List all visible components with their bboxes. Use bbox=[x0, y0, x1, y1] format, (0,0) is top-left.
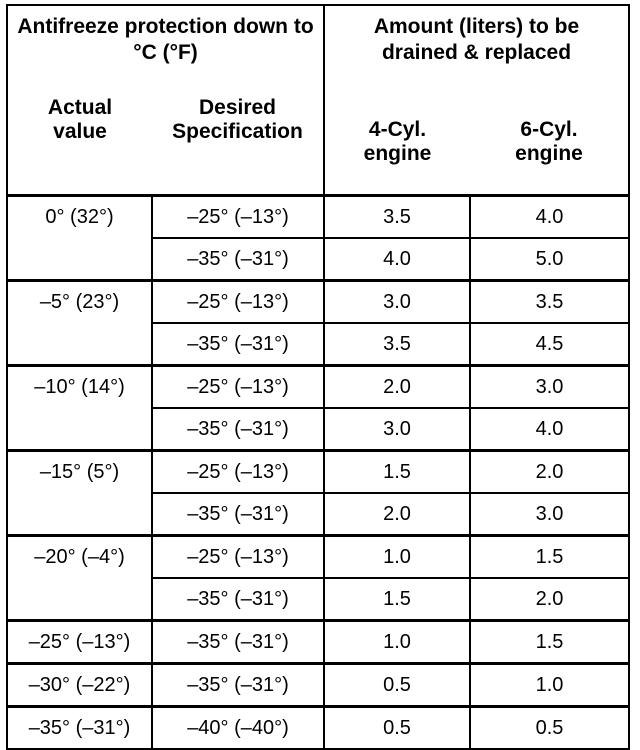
four-cyl-value: 2.0 bbox=[324, 493, 470, 536]
desired-spec-cell: –25° (–13°) bbox=[152, 366, 324, 409]
four-cyl-value: 3.5 bbox=[324, 196, 470, 239]
six-cyl-value: 4.0 bbox=[470, 196, 629, 239]
actual-value-cell: –10° (14°) bbox=[7, 366, 152, 451]
six-cyl-value: 3.0 bbox=[470, 493, 629, 536]
four-cyl-header: 4-Cyl. engine bbox=[363, 118, 432, 165]
actual-value-cell: 0° (32°) bbox=[7, 196, 152, 281]
protection-header: Antifreeze protection down to °C (°F) bbox=[7, 5, 324, 90]
desired-spec-cell: –35° (–31°) bbox=[152, 238, 324, 281]
header-row-top bbox=[7, 5, 629, 90]
six-cyl-value: 3.0 bbox=[470, 366, 629, 409]
actual-value-cell: –5° (23°) bbox=[7, 281, 152, 366]
four-cyl-value: 1.0 bbox=[324, 621, 470, 664]
six-cyl-value: 4.5 bbox=[470, 323, 629, 366]
four-cyl-value: 2.0 bbox=[324, 366, 470, 409]
four-cyl-value: 3.0 bbox=[324, 408, 470, 451]
desired-spec-cell: –25° (–13°) bbox=[152, 451, 324, 494]
desired-spec-cell: –40° (–40°) bbox=[152, 707, 324, 750]
actual-value-header: Actual value bbox=[7, 90, 152, 196]
four-cyl-value: 0.5 bbox=[324, 664, 470, 707]
desired-spec-cell: –35° (–31°) bbox=[152, 664, 324, 707]
desired-spec-cell: –25° (–13°) bbox=[152, 196, 324, 239]
six-cyl-value: 0.5 bbox=[470, 707, 629, 750]
six-cyl-value: 1.0 bbox=[470, 664, 629, 707]
antifreeze-table-container bbox=[6, 4, 634, 742]
table-row bbox=[7, 451, 629, 494]
desired-spec-header: Desired Specification bbox=[152, 90, 324, 196]
four-cyl-value: 1.0 bbox=[324, 536, 470, 579]
six-cyl-value: 1.5 bbox=[470, 621, 629, 664]
desired-spec-cell: –25° (–13°) bbox=[152, 281, 324, 324]
four-cyl-value: 3.5 bbox=[324, 323, 470, 366]
four-cyl-value: 3.0 bbox=[324, 281, 470, 324]
engine-subheaders bbox=[325, 118, 628, 166]
actual-value-cell: –15° (5°) bbox=[7, 451, 152, 536]
desired-spec-cell: –35° (–31°) bbox=[152, 578, 324, 621]
actual-value-cell: –30° (–22°) bbox=[7, 664, 152, 707]
actual-value-cell: –25° (–13°) bbox=[7, 621, 152, 664]
desired-spec-cell: –35° (–31°) bbox=[152, 408, 324, 451]
four-cyl-value: 4.0 bbox=[324, 238, 470, 281]
four-cyl-value: 1.5 bbox=[324, 451, 470, 494]
actual-value-cell: –20° (–4°) bbox=[7, 536, 152, 621]
table-row bbox=[7, 281, 629, 324]
desired-spec-cell: –35° (–31°) bbox=[152, 493, 324, 536]
antifreeze-table bbox=[6, 4, 630, 750]
amount-header-cell bbox=[324, 5, 629, 196]
table-row bbox=[7, 621, 629, 664]
desired-spec-cell: –35° (–31°) bbox=[152, 323, 324, 366]
actual-value-cell: –35° (–31°) bbox=[7, 707, 152, 750]
desired-spec-cell: –35° (–31°) bbox=[152, 621, 324, 664]
four-cyl-value: 0.5 bbox=[324, 707, 470, 750]
six-cyl-value: 5.0 bbox=[470, 238, 629, 281]
table-row bbox=[7, 707, 629, 750]
amount-header: Amount (liters) to be drained & replaced bbox=[373, 15, 580, 64]
table-row bbox=[7, 366, 629, 409]
six-cyl-value: 2.0 bbox=[470, 578, 629, 621]
six-cyl-value: 4.0 bbox=[470, 408, 629, 451]
six-cyl-header: 6-Cyl. engine bbox=[515, 118, 583, 165]
six-cyl-value: 2.0 bbox=[470, 451, 629, 494]
table-row bbox=[7, 196, 629, 239]
six-cyl-value: 1.5 bbox=[470, 536, 629, 579]
desired-spec-cell: –25° (–13°) bbox=[152, 536, 324, 579]
table-row bbox=[7, 664, 629, 707]
four-cyl-value: 1.5 bbox=[324, 578, 470, 621]
table-row bbox=[7, 536, 629, 579]
six-cyl-value: 3.5 bbox=[470, 281, 629, 324]
